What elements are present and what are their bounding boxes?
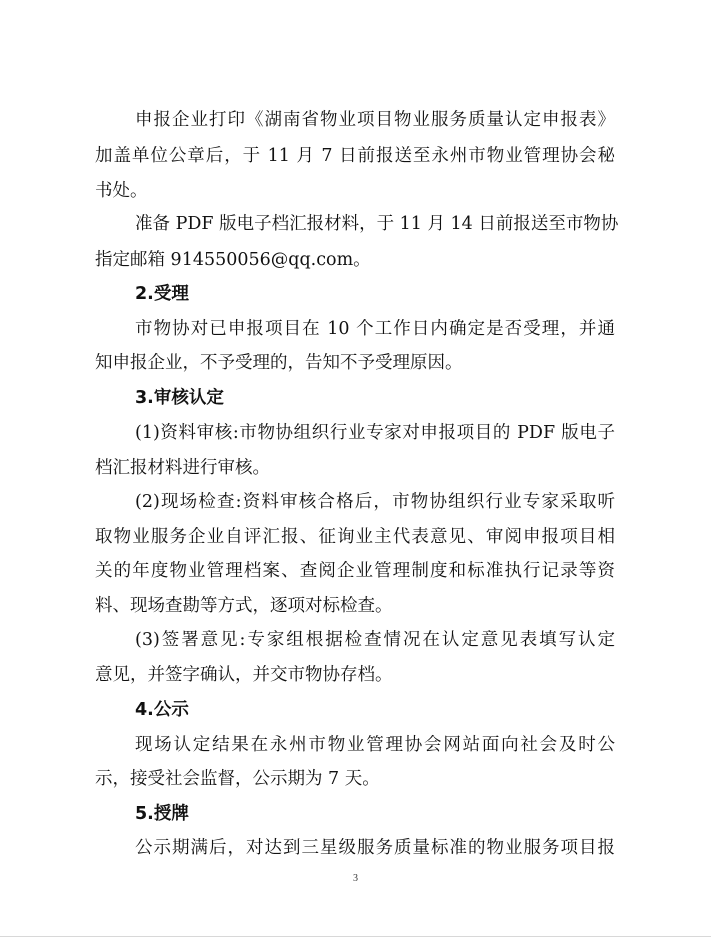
paragraph-line: 示，接受社会监督，公示期为 7 天。 (95, 769, 380, 789)
page-bottom-divider (0, 936, 711, 937)
paragraph-line: (2)现场检查:资料审核合格后，市物协组织行业专家采取听 (135, 492, 615, 512)
section-heading: 4.公示 (135, 700, 189, 720)
paragraph-line: 指定邮箱 914550056@qq.com。 (95, 250, 371, 270)
page-number: 3 (353, 873, 358, 884)
paragraph-line: 知申报企业，不予受理的，告知不予受理原因。 (95, 353, 463, 373)
paragraph-line: 准备 PDF 版电子档汇报材料，于 11 月 14 日前报送至市物协 (135, 214, 619, 234)
paragraph-line: 取物业服务企业自评汇报、征询业主代表意见、审阅申报项目相 (95, 527, 615, 547)
paragraph-line: 档汇报材料进行审核。 (95, 458, 270, 478)
paragraph-line: 关的年度物业管理档案、查阅企业管理制度和标准执行记录等资 (95, 561, 615, 581)
paragraph-line: 公示期满后，对达到三星级服务质量标准的物业服务项目报 (135, 838, 615, 858)
section-heading: 5.授牌 (135, 804, 189, 824)
paragraph-line: 书处。 (95, 181, 148, 201)
section-heading: 3.审核认定 (135, 388, 224, 408)
paragraph-line: 意见，并签字确认，并交市物协存档。 (95, 665, 393, 685)
paragraph-line: (3)签署意见:专家组根据检查情况在认定意见表填写认定 (135, 630, 615, 650)
paragraph-line: 料、现场查勘等方式，逐项对标检查。 (95, 596, 393, 616)
paragraph-line: 市物协对已申报项目在 10 个工作日内确定是否受理，并通 (135, 319, 615, 339)
paragraph-line: (1)资料审核:市物协组织行业专家对申报项目的 PDF 版电子 (135, 423, 615, 443)
paragraph-line: 现场认定结果在永州市物业管理协会网站面向社会及时公 (135, 735, 615, 755)
paragraph-line: 加盖单位公章后，于 11 月 7 日前报送至永州市物业管理协会秘 (95, 146, 615, 166)
section-heading: 2.受理 (135, 284, 189, 304)
paragraph-line: 申报企业打印《湖南省物业项目物业服务质量认定申报表》 (135, 110, 615, 130)
